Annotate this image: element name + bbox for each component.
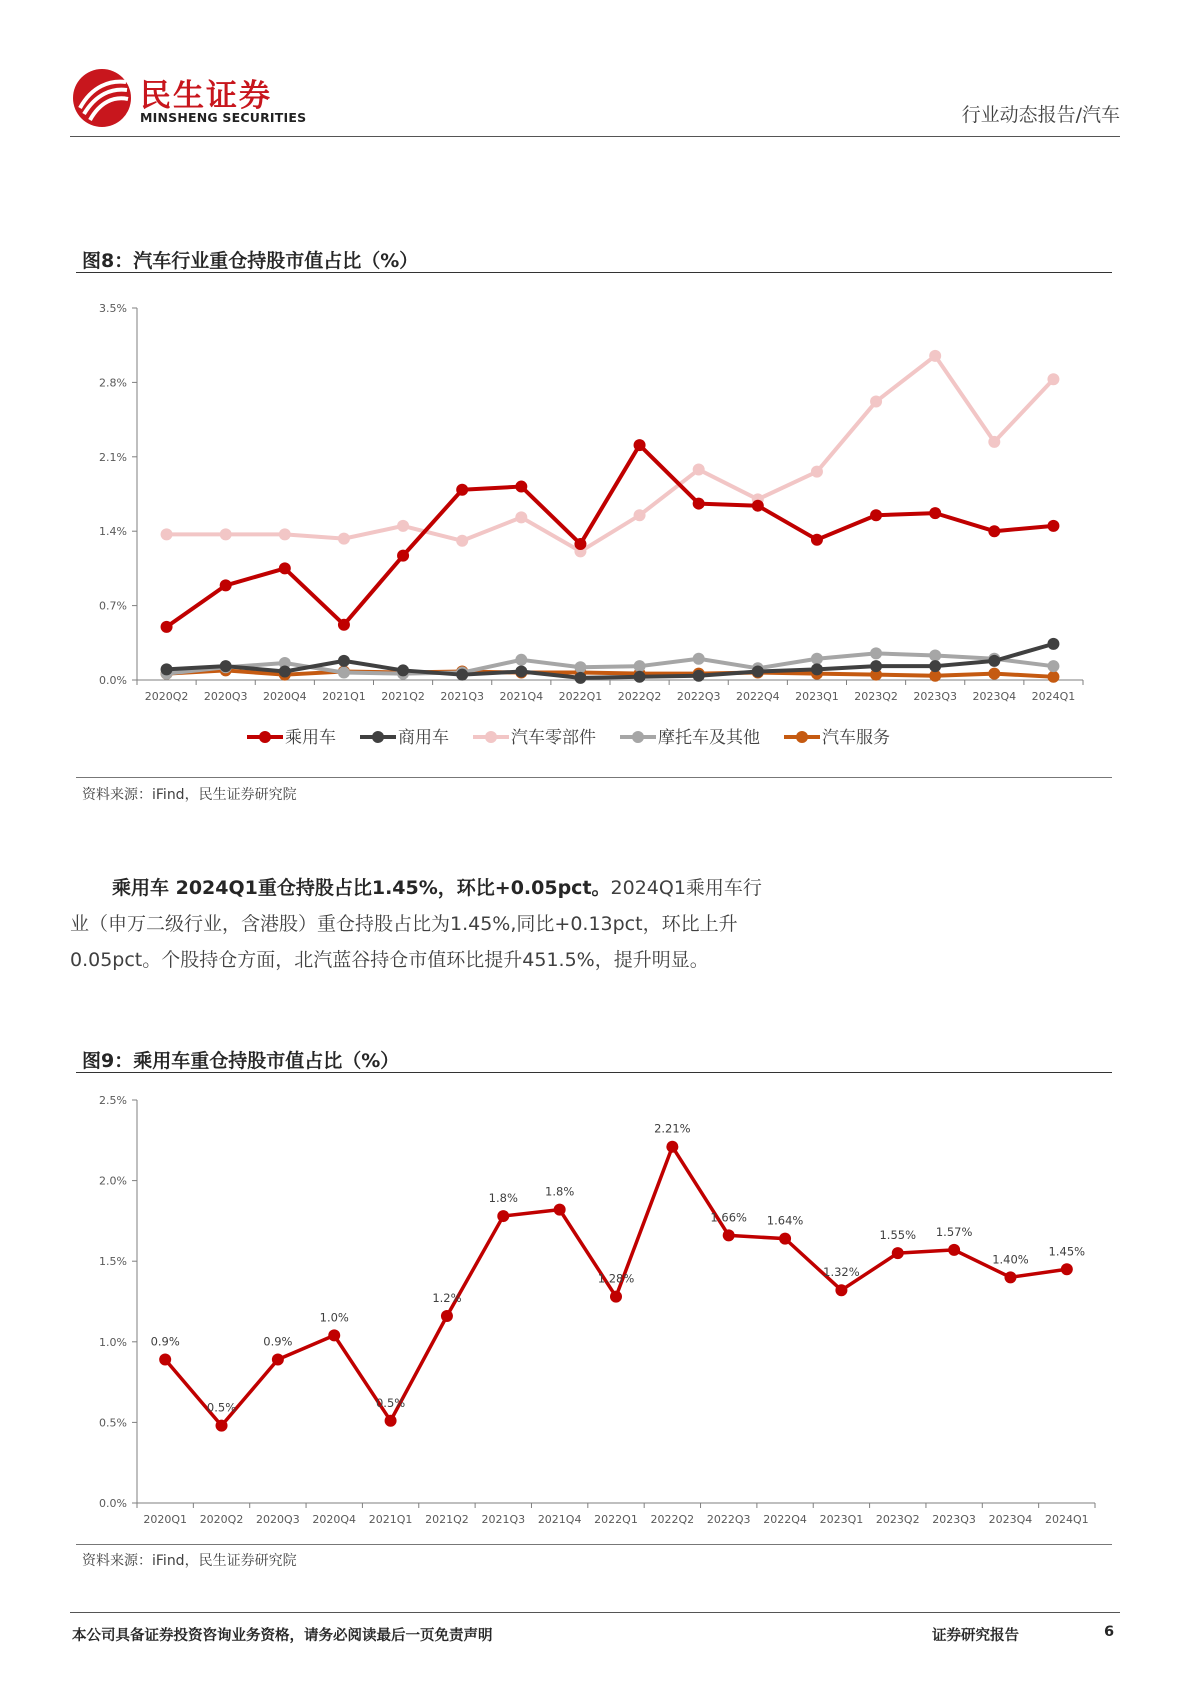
data-label: 1.40% [992, 1252, 1029, 1267]
logo-text-cn: 民生证券 [140, 78, 272, 114]
data-label: 2.21% [654, 1121, 691, 1136]
data-point [693, 464, 705, 476]
x-tick-label: 2021Q1 [322, 690, 366, 703]
data-point [948, 1244, 960, 1256]
data-point [220, 528, 232, 540]
minsheng-logo-icon [72, 68, 132, 128]
data-point [988, 525, 1000, 537]
legend-marker-0 [259, 731, 271, 743]
x-tick-label: 2024Q1 [1031, 690, 1076, 703]
data-point [338, 655, 350, 667]
logo [72, 68, 372, 132]
data-label: 1.55% [879, 1228, 917, 1243]
x-tick-label: 2021Q2 [425, 1513, 469, 1526]
data-point [870, 509, 882, 521]
x-tick-label: 2022Q1 [558, 690, 603, 703]
data-point [456, 535, 468, 547]
x-tick-label: 2023Q1 [819, 1513, 864, 1526]
logo-text-en: MINSHENG SECURITIES [140, 110, 307, 125]
legend-label: 乘用车 [285, 728, 336, 748]
body-paragraph [70, 870, 1120, 978]
data-point [161, 663, 173, 675]
figure8-source: 资料来源：iFind，民生证券研究院 [82, 787, 297, 803]
data-point [456, 669, 468, 681]
x-tick-label: 2024Q1 [1044, 1513, 1089, 1526]
data-point [811, 466, 823, 478]
x-tick-label: 2021Q4 [499, 690, 544, 703]
legend-marker-2 [485, 731, 497, 743]
data-point [1061, 1263, 1073, 1275]
y-tick-label: 2.5% [99, 1094, 127, 1107]
footer-report-label: 证券研究报告 [932, 1628, 1019, 1644]
x-tick-label: 2021Q3 [481, 1513, 526, 1526]
data-point [929, 507, 941, 519]
report-type: 行业动态报告/汽车 [961, 104, 1120, 126]
data-label: 1.8% [545, 1184, 575, 1199]
data-point [574, 672, 586, 684]
x-tick-label: 2023Q2 [875, 1513, 920, 1526]
data-point [723, 1229, 735, 1241]
data-point [693, 498, 705, 510]
data-point [693, 653, 705, 665]
legend-label: 汽车服务 [822, 728, 890, 748]
data-point [220, 579, 232, 591]
data-point [279, 528, 291, 540]
x-tick-label: 2023Q2 [854, 690, 898, 703]
y-tick-label: 1.4% [99, 525, 127, 539]
data-label: 0.9% [150, 1334, 180, 1349]
legend-marker-4 [796, 731, 808, 743]
data-point [515, 665, 527, 677]
page-number: 6 [1104, 1624, 1115, 1640]
data-label: 1.57% [935, 1224, 973, 1239]
data-point [272, 1354, 284, 1366]
data-point [693, 670, 705, 682]
legend-label: 汽车零部件 [511, 728, 596, 748]
x-tick-label: 2023Q4 [988, 1513, 1033, 1526]
figure9-bottom-rule [76, 1544, 1112, 1545]
data-point [1004, 1271, 1016, 1283]
data-point [515, 511, 527, 523]
x-tick-label: 2023Q3 [932, 1513, 976, 1526]
data-point [634, 671, 646, 683]
y-tick-label: 2.1% [99, 450, 127, 464]
x-tick-label: 2022Q4 [763, 1513, 807, 1526]
y-tick-label: 2.0% [99, 1174, 127, 1188]
data-point [988, 668, 1000, 680]
data-point [988, 436, 1000, 448]
y-tick-label: 3.5% [99, 302, 127, 315]
data-point [328, 1329, 340, 1341]
paragraph-line-3: 0.05pct。个股持仓方面，北汽蓝谷持仓市值环比提升451.5%，提升明显。 [70, 949, 709, 971]
y-tick-label: 0.0% [99, 674, 127, 687]
y-tick-label: 0.7% [99, 599, 127, 613]
data-point [811, 663, 823, 675]
data-point [1047, 638, 1059, 650]
x-tick-label: 2023Q3 [913, 690, 958, 703]
legend-marker-1 [372, 731, 384, 743]
data-point [397, 550, 409, 562]
data-point [397, 520, 409, 532]
paragraph-text-1: 2024Q1乘用车行 [610, 877, 762, 899]
data-label: 0.9% [263, 1334, 293, 1349]
data-point [515, 654, 527, 666]
x-tick-label: 2020Q2 [199, 1513, 244, 1526]
x-tick-label: 2020Q4 [262, 690, 307, 703]
legend-label: 摩托车及其他 [658, 728, 760, 748]
data-point [456, 484, 468, 496]
data-point [988, 655, 1000, 667]
data-label: 1.8% [488, 1191, 518, 1206]
data-label: 1.2% [432, 1291, 462, 1306]
series-line-0 [165, 1147, 1067, 1426]
data-point [216, 1420, 228, 1432]
data-point [220, 660, 232, 672]
figure9-source: 资料来源：iFind，民生证券研究院 [82, 1553, 297, 1569]
x-tick-label: 2021Q3 [440, 690, 485, 703]
footer-divider [70, 1612, 1120, 1613]
x-tick-label: 2020Q2 [144, 690, 189, 703]
data-label: 0.5% [206, 1400, 237, 1415]
y-tick-label: 1.0% [99, 1335, 127, 1349]
data-point [1047, 373, 1059, 385]
data-point [279, 562, 291, 574]
data-point [752, 665, 764, 677]
series-line-2 [167, 356, 1054, 552]
data-label: 1.28% [597, 1271, 635, 1286]
x-tick-label: 2022Q3 [706, 1513, 751, 1526]
data-point [161, 528, 173, 540]
data-point [338, 533, 350, 545]
paragraph-bold-lead: 乘用车 2024Q1重仓持股占比1.45%，环比+0.05pct。 [112, 877, 611, 899]
x-tick-label: 2020Q1 [143, 1513, 188, 1526]
y-tick-label: 1.5% [99, 1255, 127, 1269]
x-tick-label: 2023Q4 [972, 690, 1017, 703]
data-point [1047, 520, 1059, 532]
figure8-bottom-rule [76, 777, 1112, 778]
data-point [1047, 660, 1059, 672]
data-point [634, 660, 646, 672]
x-tick-label: 2021Q1 [368, 1513, 413, 1526]
x-tick-label: 2020Q3 [203, 690, 248, 703]
figure8-chart [0, 290, 1190, 760]
data-point [1047, 671, 1059, 683]
data-point [574, 661, 586, 673]
data-point [497, 1210, 509, 1222]
data-label: 1.32% [823, 1265, 860, 1280]
data-point [929, 350, 941, 362]
data-point [752, 500, 764, 512]
x-tick-label: 2023Q1 [795, 690, 839, 703]
footer-disclaimer: 本公司具备证券投资咨询业务资格，请务必阅读最后一页免责声明 [72, 1628, 493, 1644]
data-point [338, 667, 350, 679]
data-point [835, 1284, 847, 1296]
header-divider [70, 136, 1120, 137]
x-tick-label: 2022Q2 [617, 690, 662, 703]
data-point [634, 509, 646, 521]
data-point [279, 665, 291, 677]
x-tick-label: 2022Q4 [735, 690, 780, 703]
data-point [159, 1354, 171, 1366]
figure8-title: 图8：汽车行业重仓持股市值占比（%） [82, 250, 419, 272]
data-label: 1.45% [1048, 1244, 1086, 1259]
paragraph-line-2: 业（申万二级行业，含港股）重仓持股占比为1.45%,同比+0.13pct，环比上升 [70, 913, 738, 935]
figure9-title: 图9：乘用车重仓持股市值占比（%） [82, 1050, 400, 1072]
data-point [441, 1310, 453, 1322]
data-point [870, 660, 882, 672]
data-point [338, 619, 350, 631]
legend-marker-3 [632, 731, 644, 743]
data-point [634, 439, 646, 451]
data-point [870, 647, 882, 659]
data-point [779, 1233, 791, 1245]
figure9-chart [0, 1080, 1190, 1540]
data-point [515, 481, 527, 493]
y-tick-label: 0.0% [99, 1497, 127, 1510]
data-point [870, 396, 882, 408]
data-label: 1.0% [319, 1310, 349, 1325]
figure8-title-rule [76, 272, 1112, 273]
data-label: 0.5% [375, 1395, 406, 1410]
data-point [385, 1415, 397, 1427]
data-point [666, 1141, 678, 1153]
figure9-title-rule [76, 1072, 1112, 1073]
x-tick-label: 2022Q1 [594, 1513, 638, 1526]
legend-label: 商用车 [398, 728, 449, 748]
data-point [811, 653, 823, 665]
data-point [610, 1291, 622, 1303]
data-point [929, 660, 941, 672]
data-point [574, 538, 586, 550]
x-tick-label: 2020Q3 [256, 1513, 300, 1526]
x-tick-label: 2021Q2 [381, 690, 425, 703]
x-tick-label: 2021Q4 [537, 1513, 582, 1526]
data-point [929, 650, 941, 662]
data-point [811, 534, 823, 546]
data-point [892, 1247, 904, 1259]
x-tick-label: 2020Q4 [312, 1513, 357, 1526]
x-tick-label: 2022Q2 [650, 1513, 695, 1526]
data-point [554, 1204, 566, 1216]
x-tick-label: 2022Q3 [676, 690, 721, 703]
data-label: 1.66% [710, 1210, 747, 1225]
data-label: 1.64% [766, 1213, 804, 1228]
y-tick-label: 2.8% [99, 376, 127, 390]
y-tick-label: 0.5% [99, 1416, 127, 1430]
data-point [161, 621, 173, 633]
data-point [397, 664, 409, 676]
